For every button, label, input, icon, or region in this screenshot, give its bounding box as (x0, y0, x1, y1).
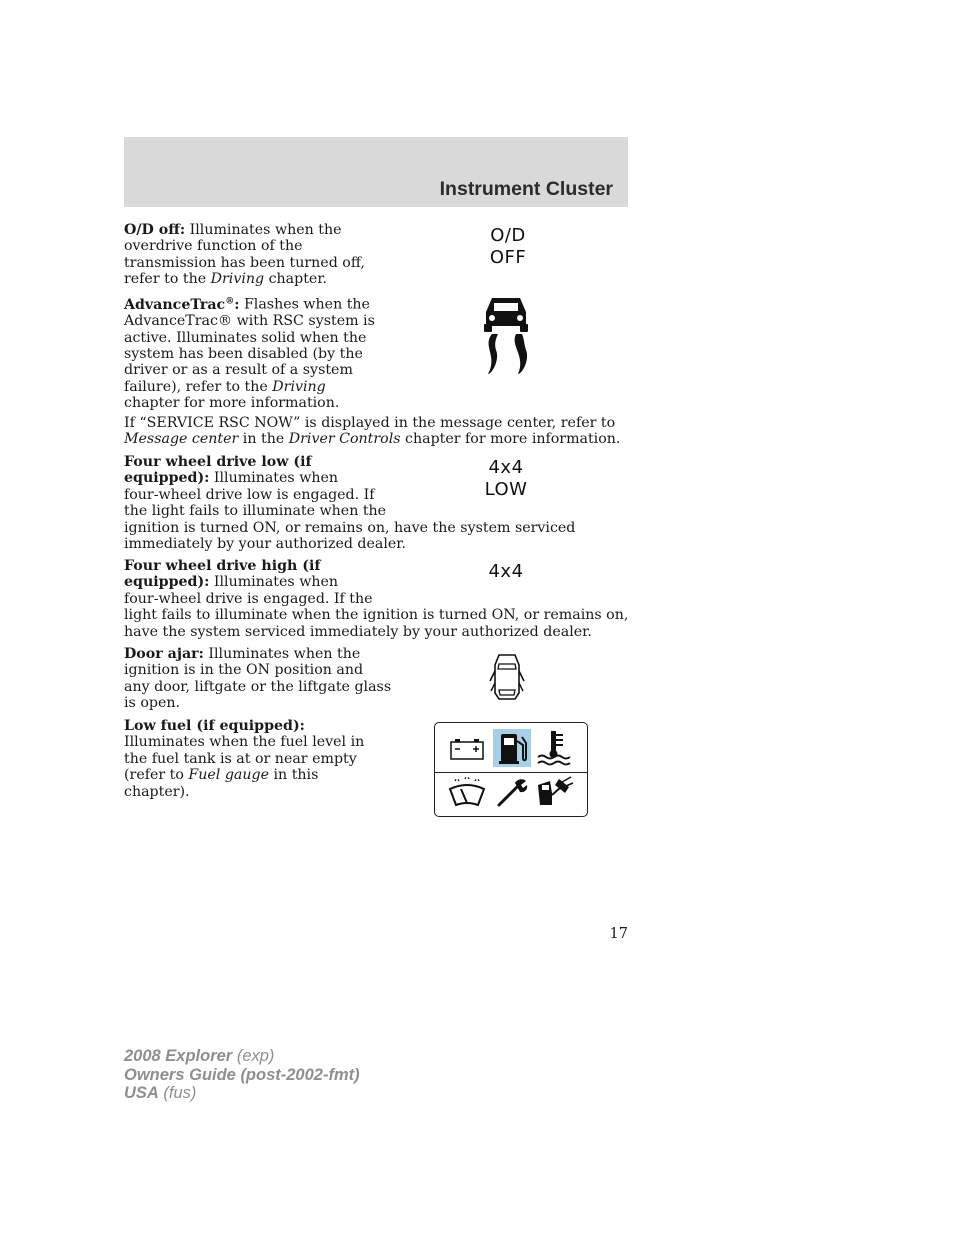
advancetrac-description: AdvanceTrac®: Flashes when the AdvanceTrac® with RSC system is active. Illuminates solid when the system has been disabled (by the driver or as a result of a system failure), refer to the Driving chapter for more information. (124, 296, 375, 412)
washer-fluid-icon (447, 775, 487, 809)
rsc-note: If “SERVICE RSC NOW” is displayed in the message center, refer to Message center in the Driver Controls chapter for more information. (124, 415, 621, 448)
driver-controls-ref: Driver Controls (288, 431, 401, 448)
panel-divider (435, 772, 587, 773)
fuel-gauge-ref: Fuel gauge (188, 767, 269, 784)
four-wheel-high-indicator-icon: 4x4 (488, 561, 524, 582)
door-ajar-icon (489, 651, 525, 703)
door-ajar-description: Door ajar: Illuminates when the ignition is in the ON position and any door, liftgate or the liftgate glass is open. (124, 646, 392, 712)
fuel-pump-icon (497, 731, 529, 765)
driving-chapter-ref: Driving (210, 271, 265, 288)
od-off-description: O/D off: Illuminates when the overdrive function of the transmission has been turned off, refer to the Driving chapter. (124, 222, 365, 288)
header-band (124, 137, 628, 207)
od-off-indicator-icon: O/D OFF (489, 225, 527, 268)
document-footer: 2008 Explorer (exp) Owners Guide (post-2002-fmt) USA (fus) (124, 1047, 360, 1102)
four-wheel-high-description: Four wheel drive high (if equipped): Illuminates when four-wheel drive is engaged. If the light fails to illuminate when the ignition is turned ON, or remains on, have the system serviced immediately by your authorized dealer. (124, 558, 629, 640)
four-wheel-low-indicator-icon: 4x4 LOW (484, 457, 528, 500)
vehicle-service-icon (535, 775, 575, 811)
page-number: 17 (609, 926, 628, 942)
warning-light-panel (434, 722, 588, 817)
battery-icon (449, 737, 485, 761)
od-off-term: O/D off: (124, 222, 186, 238)
advancetrac-skidding-car-icon (478, 294, 534, 380)
wrench-icon (493, 777, 529, 809)
advancetrac-term: AdvanceTrac®: (124, 296, 240, 313)
page-title: Instrument Cluster (439, 178, 613, 200)
message-center-ref: Message center (124, 431, 239, 448)
four-wheel-low-description: Four wheel drive low (if equipped): Illuminates when four-wheel drive low is engaged. If the light fails to illuminate when the ignition is turned ON, or remains on, have the system serviced immediately by your authorized dealer. (124, 454, 576, 553)
low-fuel-description: Low fuel (if equipped): Illuminates when the fuel level in the fuel tank is at or near empty (refer to Fuel gauge in this chapter). (124, 718, 365, 800)
coolant-temperature-icon (535, 729, 573, 767)
